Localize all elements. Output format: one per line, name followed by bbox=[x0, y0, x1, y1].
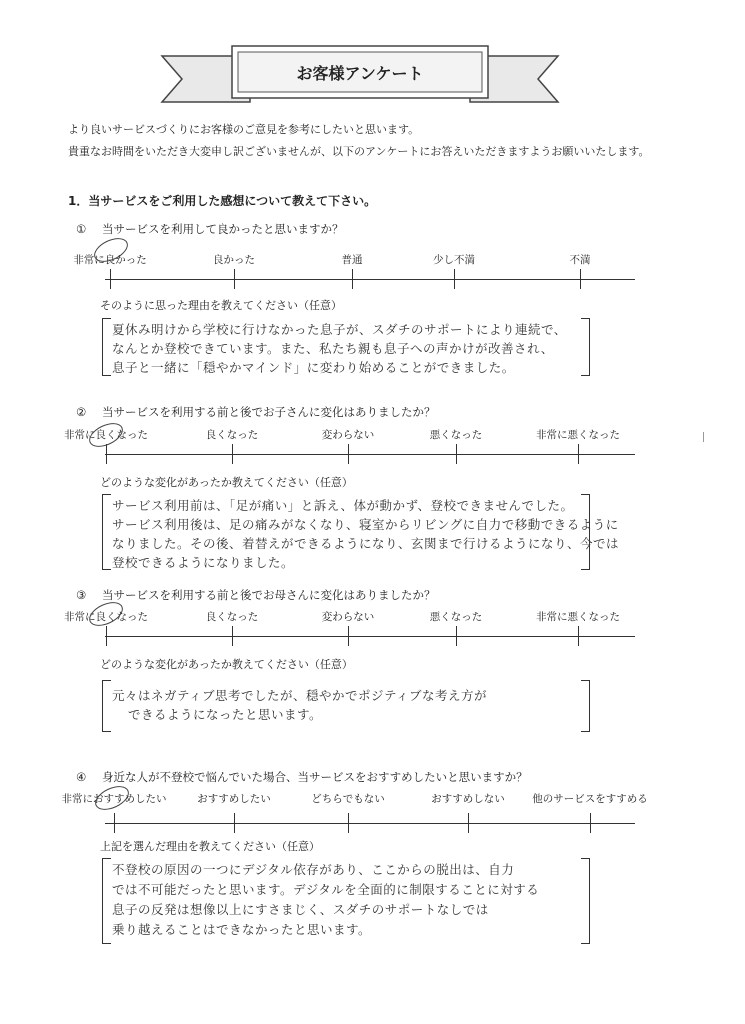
q3-answer-box bbox=[102, 680, 590, 732]
q1-tick bbox=[234, 269, 235, 289]
q4-tick bbox=[468, 813, 469, 833]
question-1 bbox=[76, 221, 344, 237]
q2-tick bbox=[232, 444, 233, 464]
q2-option-5[interactable]: 非常に悪くなった bbox=[536, 429, 620, 441]
bracket-left bbox=[102, 858, 111, 944]
q3-scale-line bbox=[105, 636, 635, 637]
q3-tick bbox=[232, 626, 233, 646]
q2-answer-box bbox=[102, 494, 620, 570]
q2-tick bbox=[348, 444, 349, 464]
title-banner bbox=[160, 42, 560, 108]
q4-answer-box bbox=[102, 858, 590, 944]
q2-answer-text bbox=[112, 496, 620, 572]
q4-option-4[interactable]: おすすめしない bbox=[431, 793, 505, 805]
q3-option-2[interactable]: 良くなった bbox=[205, 611, 259, 623]
bracket-right bbox=[581, 858, 590, 944]
q1-tick bbox=[352, 269, 353, 289]
intro-line-2: 貴重なお時間をいただき大変申し訳ございませんが、以下のアンケートにお答えいただきますようお願いいたします。 bbox=[68, 145, 650, 158]
q4-reason-label: 上記を選んだ理由を教えてください（任意） bbox=[100, 840, 320, 853]
question-4 bbox=[76, 769, 528, 785]
answer-line: サービス利用前は、「足が痛い」と訴え、体が動かず、登校できませんでした。 bbox=[112, 498, 574, 513]
q1-answer-text bbox=[112, 320, 582, 377]
q2-option-2[interactable]: 良くなった bbox=[205, 429, 259, 441]
q1-reason-label: そのように思った理由を教えてください（任意） bbox=[100, 299, 342, 312]
q2-tick bbox=[456, 444, 457, 464]
answer-line: なんとか登校できています。また、私たち親も息子への声かけが改善され、 bbox=[112, 341, 554, 356]
question-2-scale bbox=[64, 427, 660, 467]
q1-tick bbox=[454, 269, 455, 289]
q2-option-1[interactable]: 非常に良くなった bbox=[64, 429, 148, 441]
bracket-left bbox=[102, 494, 111, 570]
q3-option-3[interactable]: 変わらない bbox=[321, 611, 375, 623]
q3-reason-label: どのような変化があったか教えてください（任意） bbox=[100, 658, 353, 671]
q2-tick bbox=[106, 444, 107, 464]
question-1-number: ① bbox=[76, 222, 87, 236]
q4-option-2[interactable]: おすすめしたい bbox=[197, 793, 271, 805]
q1-tick bbox=[110, 269, 111, 289]
q4-tick bbox=[234, 813, 235, 833]
q2-option-4[interactable]: 悪くなった bbox=[429, 429, 483, 441]
answer-line: サービス利用後は、足の痛みがなくなり、寝室からリビングに自力で移動できるように bbox=[112, 517, 619, 532]
intro-line-1: より良いサービスづくりにお客様のご意見を参考にしたいと思います。 bbox=[68, 123, 420, 136]
bracket-right bbox=[581, 680, 590, 732]
q4-tick bbox=[114, 813, 115, 833]
page-title: お客様アンケート bbox=[296, 64, 424, 83]
q1-option-5[interactable]: 不満 bbox=[569, 254, 591, 266]
q3-option-5[interactable]: 非常に悪くなった bbox=[536, 611, 620, 623]
answer-line: 息子と一緒に「穏やかマインド」に変わり始めることができました。 bbox=[112, 360, 515, 375]
q3-option-4[interactable]: 悪くなった bbox=[429, 611, 483, 623]
answer-line: 登校できるようになりました。 bbox=[112, 555, 295, 570]
q4-scale-line bbox=[105, 823, 635, 824]
q4-option-3[interactable]: どちらでもない bbox=[311, 793, 385, 805]
bracket-left bbox=[102, 680, 111, 732]
q2-reason-label: どのような変化があったか教えてください（任意） bbox=[100, 476, 353, 489]
q4-option-5[interactable]: 他のサービスをすすめる bbox=[532, 793, 648, 805]
q1-scale-line bbox=[105, 279, 635, 280]
question-2 bbox=[76, 404, 436, 420]
q1-option-1[interactable]: 非常に良かった bbox=[73, 254, 147, 266]
answer-line: なりました。その後、着替えができるようになり、玄関まで行けるようになり、今では bbox=[112, 536, 620, 551]
q3-tick bbox=[348, 626, 349, 646]
answer-line: 夏休み明けから学校に行けなかった息子が、スダチのサポートにより連続で、 bbox=[112, 322, 567, 337]
q4-tick bbox=[348, 813, 349, 833]
bracket-right bbox=[581, 494, 590, 570]
q1-option-4[interactable]: 少し不満 bbox=[433, 254, 475, 266]
question-3 bbox=[76, 587, 436, 603]
answer-line: 息子の反発は想像以上にすさまじく、スダチのサポートなしでは bbox=[112, 902, 489, 917]
question-3-scale bbox=[64, 609, 660, 649]
answer-line: 乗り越えることはできなかったと思います。 bbox=[112, 922, 372, 937]
q4-tick bbox=[590, 813, 591, 833]
section-1-title: 1．当サービスをご利用した感想について教えて下さい。 bbox=[68, 194, 377, 208]
q1-tick bbox=[580, 269, 581, 289]
q3-tick bbox=[456, 626, 457, 646]
answer-line: 不登校の原因の一つにデジタル依存があり、ここからの脱出は、自力 bbox=[112, 862, 515, 877]
q3-answer-text bbox=[112, 686, 582, 724]
bracket-left bbox=[102, 318, 111, 376]
q3-tick bbox=[106, 626, 107, 646]
question-4-scale bbox=[61, 791, 660, 831]
question-1-scale bbox=[70, 252, 660, 292]
question-2-text: 当サービスを利用する前と後でお子さんに変化はありましたか？ bbox=[102, 405, 436, 419]
question-2-number: ② bbox=[76, 405, 87, 419]
q3-option-1[interactable]: 非常に良くなった bbox=[64, 611, 148, 623]
question-3-number: ③ bbox=[76, 588, 87, 602]
q1-option-3[interactable]: 普通 bbox=[341, 254, 363, 266]
q4-option-1[interactable]: 非常におすすめしたい bbox=[61, 793, 167, 805]
q2-tick bbox=[578, 444, 579, 464]
answer-line: 元々はネガティブ思考でしたが、穏やかでポジティブな考え方が bbox=[112, 688, 488, 703]
q2-option-3[interactable]: 変わらない bbox=[321, 429, 375, 441]
q3-tick bbox=[578, 626, 579, 646]
question-4-text: 身近な人が不登校で悩んでいた場合、当サービスをおすすめしたいと思いますか？ bbox=[102, 770, 528, 784]
question-4-number: ④ bbox=[76, 770, 87, 784]
bracket-right bbox=[581, 318, 590, 376]
q2-scale-line bbox=[105, 454, 635, 455]
answer-line: できるようになったと思います。 bbox=[128, 707, 323, 722]
scan-mark bbox=[703, 432, 704, 442]
question-1-text: 当サービスを利用して良かったと思いますか？ bbox=[102, 222, 344, 236]
q1-answer-box bbox=[102, 318, 590, 376]
answer-line: では不可能だったと思います。デジタルを全面的に制限することに対する bbox=[112, 882, 540, 897]
question-3-text: 当サービスを利用する前と後でお母さんに変化はありましたか？ bbox=[102, 588, 436, 602]
q4-answer-text bbox=[112, 860, 582, 940]
q1-option-2[interactable]: 良かった bbox=[213, 254, 255, 266]
